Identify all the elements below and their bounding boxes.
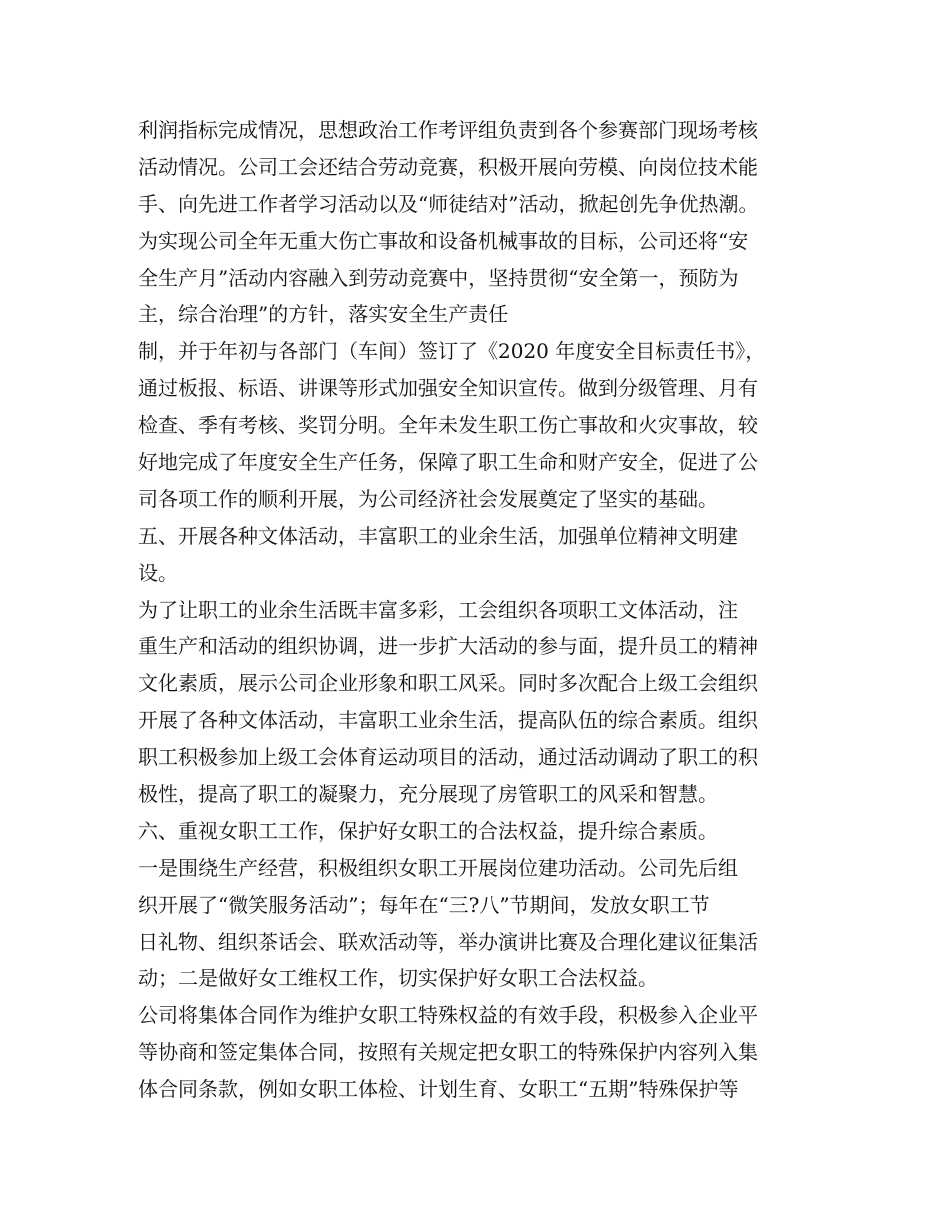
text-line: 文化素质，展示公司企业形象和职工风采。同时多次配合上级工会组织 xyxy=(138,671,758,696)
section-heading: 设。 xyxy=(138,560,178,585)
text-line: 等协商和签定集体合同，按照有关规定把女职工的特殊保护内容列入集 xyxy=(138,1040,758,1065)
section-heading: 五、开展各种文体活动，丰富职工的业余生活，加强单位精神文明建 xyxy=(138,523,738,548)
text-line: 职工积极参加上级工会体育运动项目的活动，通过活动调动了职工的积 xyxy=(138,745,758,770)
text-line: 活动情况。公司工会还结合劳动竞赛，积极开展向劳模、向岗位技术能 xyxy=(138,154,758,179)
text-line: 为了让职工的业余生活既丰富多彩，工会组织各项职工文体活动，注 xyxy=(138,597,738,622)
text-line: 利润指标完成情况，思想政治工作考评组负责到各个参赛部门现场考核 xyxy=(138,118,758,142)
text-line: 日礼物、组织茶话会、联欢活动等，举办演讲比赛及合理化建议征集活 xyxy=(138,929,758,954)
text-line: 开展了各种文体活动，丰富职工业余生活，提高队伍的综合素质。组织 xyxy=(138,708,758,733)
text-line: 体合同条款，例如女职工体检、计划生育、女职工“五期”特殊保护等 xyxy=(138,1077,739,1102)
text-line: 织开展了“微笑服务活动”；每年在“三?八”节期间，发放女职工节 xyxy=(138,892,710,917)
text-line: 重生产和活动的组织协调，进一步扩大活动的参与面，提升员工的精神 xyxy=(138,634,758,659)
section-heading: 六、重视女职工工作，保护好女职工的合法权益，提升综合素质。 xyxy=(138,818,718,843)
text-line: 为实现公司全年无重大伤亡事故和设备机械事故的目标，公司还将“安 xyxy=(138,228,749,253)
text-line: 通过板报、标语、讲课等形式加强安全知识宣传。做到分级管理、月有 xyxy=(138,376,758,401)
text-line: 全生产月”活动内容融入到劳动竞赛中，坚持贯彻“安全第一，预防为 xyxy=(138,265,739,290)
text-line: 好地完成了年度安全生产任务，保障了职工生命和财产安全，促进了公 xyxy=(138,450,758,475)
text-line: 动；二是做好女工维权工作，切实保护好女职工合法权益。 xyxy=(138,966,658,991)
document-body xyxy=(138,112,838,1108)
text-line: 司各项工作的顺利开展，为公司经济社会发展奠定了坚实的基础。 xyxy=(138,486,718,511)
text-line: 主，综合治理”的方针，落实安全生产责任 xyxy=(138,302,509,327)
text-line: 检查、季有考核、奖罚分明。全年未发生职工伤亡事故和火灾事故，较 xyxy=(138,413,758,438)
text-line: 一是围绕生产经营，积极组织女职工开展岗位建功活动。公司先后组 xyxy=(138,855,738,880)
text-line: 制，并于年初与各部门（车间）签订了《2020 年度安全目标责任书》， xyxy=(138,339,766,364)
text-line: 手、向先进工作者学习活动以及“师徒结对”活动，掀起创先争优热潮。 xyxy=(138,191,759,216)
text-line: 极性，提高了职工的凝聚力，充分展现了房管职工的风采和智慧。 xyxy=(138,782,718,807)
text-line: 公司将集体合同作为维护女职工特殊权益的有效手段，积极参入企业平 xyxy=(138,1003,758,1028)
